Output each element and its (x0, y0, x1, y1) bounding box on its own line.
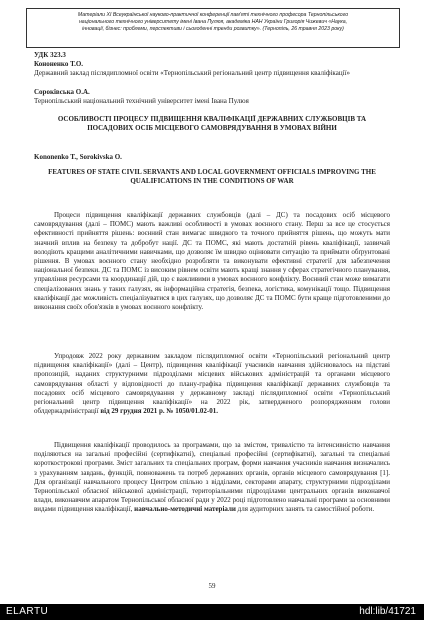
udk-code: УДК 323.3 (34, 51, 66, 59)
paragraph-3-text: Підвищення кваліфікації проводилось за програмами, що за змістом, тривалістю та інтенсивністю навчання поділяються на загальні професійні (сертифікатні), спеціальні професійні (сертифікатні), загальні та спеціальні короткострокові програми. Зміст загальних та спеціальних програм, форми навчання учасників навчання визначались з урахуванням завдань, функцій, повноважень та потреб державних органів, органів місцевого самоврядування [1]. Для організації навчального процесу Центром спільно з відділами, секторами апарату, структурними підрозділами Тернопільської обласної військової адміністрації, територіальними підрозділами центральних органів виконавчої влади, виконавчим апаратом Тернопільської обласної ради у 2022 році підготовлено навчальні програми за основними видами підвищення кваліфікації, (34, 441, 390, 514)
author1-affiliation: Державний заклад післядипломної освіти «Тернопільський регіональний центр підвищення кваліфікації» (34, 69, 350, 77)
decree-reference: від 29 грудня 2021 р. № 1050/01.02-01. (100, 407, 218, 416)
paragraph-2 (34, 352, 390, 416)
conference-header (26, 8, 400, 48)
title-ukrainian: ОСОБЛИВОСТІ ПРОЦЕСУ ПІДВИЩЕННЯ КВАЛІФІКАЦІЇ ДЕРЖАВНИХ СЛУЖБОВЦІВ ТА ПОСАДОВИХ ОСІБ МІСЦЕВОГО САМОВРЯДУВАННЯ В УМОВАХ ВІЙНИ (57, 115, 367, 133)
title-english: FEATURES OF STATE CIVIL SERVANTS AND LOCAL GOVERNMENT OFFICIALS IMPROVING THE QUALIFICATIONS IN THE CONDITIONS OF WAR (48, 168, 376, 186)
paragraph-1: Процеси підвищення кваліфікації державних службовців (далі – ДС) та посадових осіб місцевого самоврядування (далі – ПОМС) мають важливі особливості в умовах воєнного стану. Перш за все це стосується ефективності прийняття рішень: воєнний стан вимагає швидкого та точного прийняття рішень, що можуть мати значний вплив на безпеку та добробут нації. ДС та ПОМС, які мають достатній рівень кваліфікації, зазвичай володіють кращими аналітичними навичками, що дозволяє їм швидко оцінювати ситуацію та приймати обґрунтовані рішення. В умовах воєнного стану необхідно розробляти та виконувати ефективні стратегії для забезпечення національної безпеки. ДС та ПОМС із високим рівнем освіти мають кращі знання у сферах стратегічного планування, управління ресурсами та координації дій, що є важливими в умовах воєнного конфлікту. Воєнний стан може вимагати спеціалізованих знань у таких галузях, як інформаційна стратегія, безпека, логістика, комунікації тощо. Підвищення кваліфікації дає можливість спеціалізуватися в цих галузях, що дозволяє ДС та ПОМС бути краще підготовленими до виконання своїх обов'язків в умовах воєнного конфлікту. (34, 211, 390, 312)
author2-name: Сороківська О.А. (34, 88, 90, 96)
header-line: Матеріали XI Всеукраїнської науково-практичної конференції пам'яті технічного професора Тернопільського (77, 12, 349, 18)
handle-link[interactable]: hdl:lib/41721 (359, 606, 416, 617)
author2-affiliation: Тернопільський національний технічний університет імені Івана Пулюя (34, 97, 249, 105)
materials-emphasis: навчально-методичні матеріали (134, 505, 236, 514)
author1-name: Кононенко Т.О. (34, 60, 84, 68)
paragraph-2-text: Упродовж 2022 року державним закладом післядипломної освіти «Тернопільський регіональний центр підвищення кваліфікації» (далі – Центр), підвищення кваліфікації учасників навчання здійснювалось на підставі пропозицій, наданих структурними підрозділами місцевих військових адміністрацій та органами місцевого самоврядування області у відповідності до плану-графіка підвищення кваліфікації державних службовців та посадових осіб місцевого самоврядування у державному закладі післядипломної освіти «Тернопільський регіональний центр підвищення кваліфікації» на 2022 рік, затвердженого розпорядженням голови облдержадміністрації (34, 352, 390, 416)
paragraph-3 (34, 441, 390, 515)
repository-name: ELARTU (6, 606, 49, 617)
header-line: національного технічного університету імені Івана Пулюя, академіка НАН України Григорія Чижевич «Наука, (78, 19, 348, 26)
header-line: інновації, бізнес: проблеми, перспективи і сьогоденні тренди розвитку». (Тернопіль, 26 травня 2023 року) (82, 26, 344, 33)
page-number: 59 (208, 582, 216, 590)
paragraph-3-tail: для аудиторних занять та самостійної роботи. (235, 505, 375, 514)
authors-english: Kononenko T., Sorokivska O. (34, 153, 122, 161)
repository-footer (0, 604, 424, 620)
